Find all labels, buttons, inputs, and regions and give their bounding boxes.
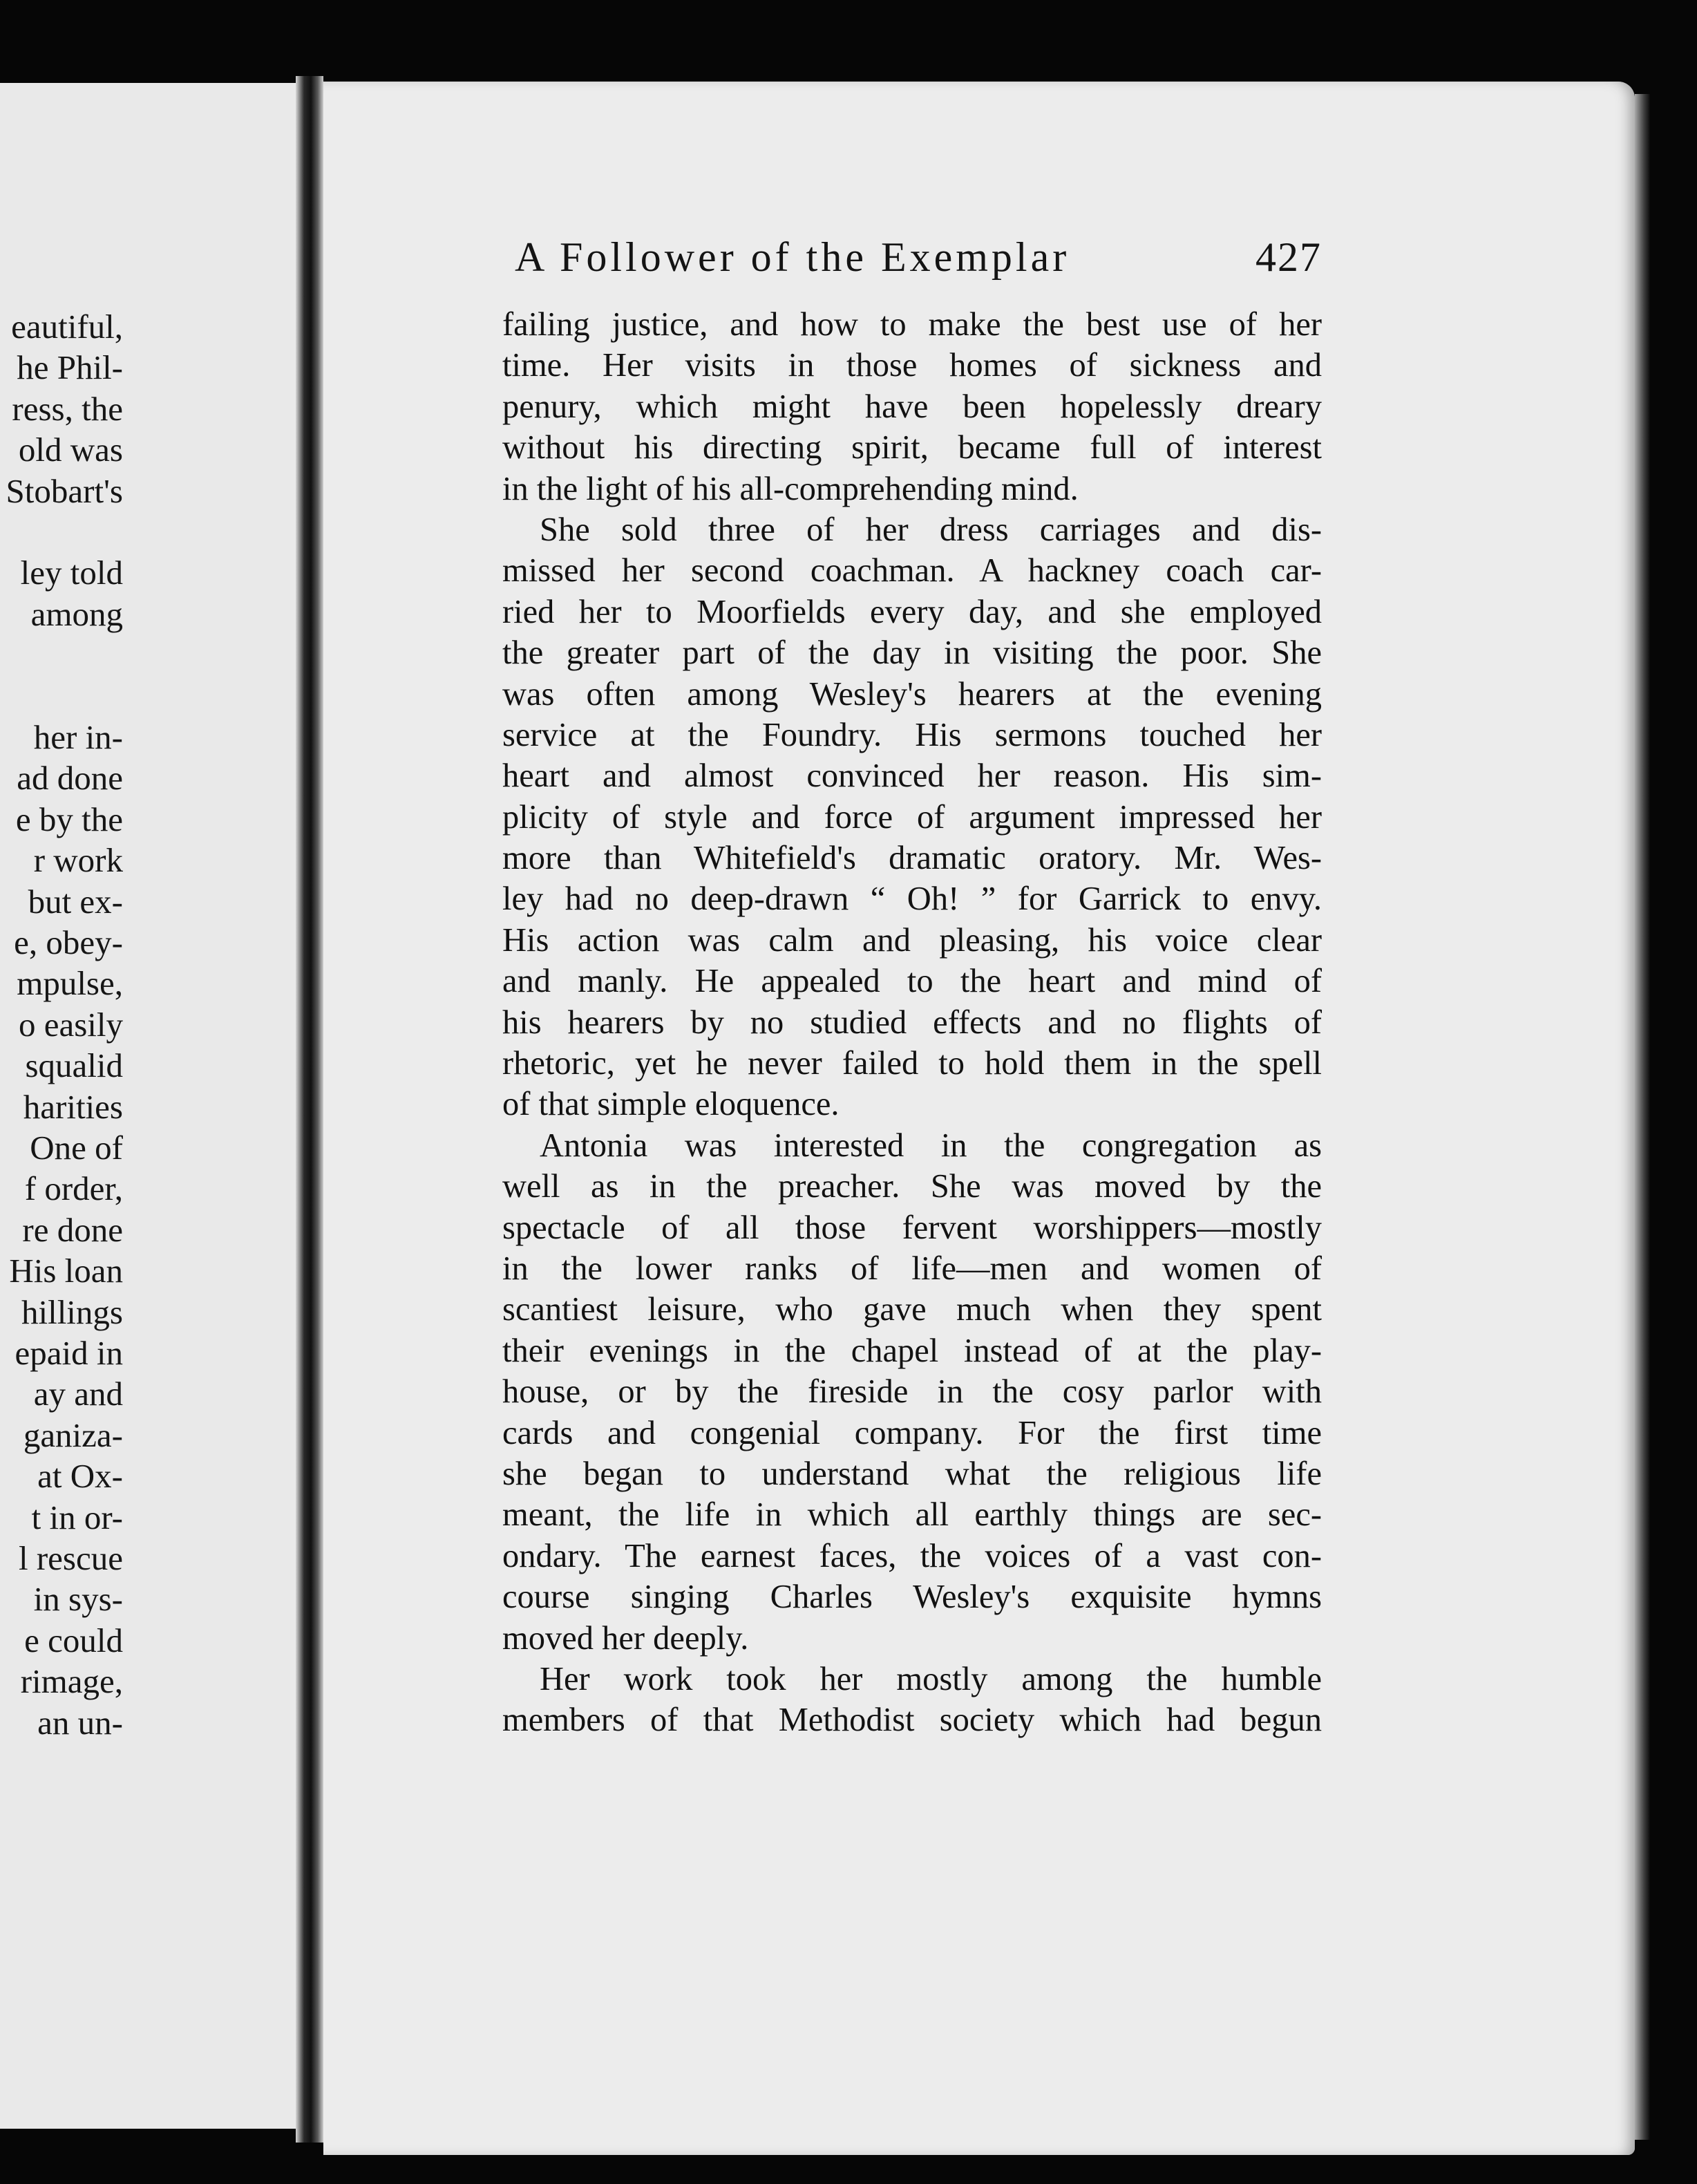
- left-page-line-fragment: epaid in: [15, 1334, 123, 1372]
- left-page-line-fragment: among: [30, 594, 123, 633]
- text-line: in the light of his all-comprehending mind.: [502, 470, 1079, 507]
- text-line: Her work took her mostly among the humble: [540, 1660, 1322, 1697]
- text-line: ried her to Moorfields every day, and she employed: [502, 593, 1322, 630]
- text-line: his hearers by no studied effects and no flights of: [502, 1004, 1322, 1041]
- text-line: She sold three of her dress carriages and dis-: [540, 511, 1322, 548]
- left-page-line-fragment: hillings: [21, 1292, 123, 1331]
- left-page-line-fragment: t in or-: [31, 1498, 123, 1536]
- left-page-line-fragment: her in-: [33, 718, 123, 756]
- text-line: members of that Methodist society which had begun: [502, 1702, 1322, 1739]
- left-page-line-fragment: harities: [23, 1087, 123, 1126]
- text-line: in the lower ranks of life—men and women of: [502, 1250, 1322, 1287]
- text-line: of that simple eloquence.: [502, 1086, 840, 1123]
- left-page-line-fragment: e by the: [15, 800, 123, 838]
- text-line: meant, the life in which all earthly things are sec-: [502, 1496, 1322, 1534]
- page-number: 427: [1255, 234, 1322, 280]
- text-line: missed her second coachman. A hackney coach car-: [502, 552, 1322, 590]
- running-head: [515, 234, 1322, 281]
- text-line: their evenings in the chapel instead of at the play-: [502, 1332, 1322, 1369]
- text-line: ondary. The earnest faces, the voices of a vast con-: [502, 1537, 1322, 1574]
- book-gutter: [296, 76, 323, 2143]
- text-line: well as in the preacher. She was moved by the: [502, 1168, 1322, 1205]
- text-line: cards and congenial company. For the first time: [502, 1414, 1322, 1451]
- text-line: plicity of style and force of argument impressed her: [502, 798, 1322, 836]
- text-line: house, or by the fireside in the cosy parlor with: [502, 1373, 1322, 1411]
- text-line: was often among Wesley's hearers at the evening: [502, 675, 1322, 713]
- text-line: and manly. He appealed to the heart and mind of: [502, 963, 1322, 1000]
- text-line: more than Whitefield's dramatic oratory. Mr. Wes-: [502, 840, 1322, 877]
- left-page-line-fragment: he Phil-: [17, 348, 123, 387]
- left-page-line-fragment: ley told: [20, 554, 123, 592]
- text-line: the greater part of the day in visiting the poor. She: [502, 634, 1322, 672]
- text-line: failing justice, and how to make the best use of her: [502, 306, 1322, 343]
- text-line: time. Her visits in those homes of sickness and: [502, 347, 1322, 384]
- left-page-line-fragment: l rescue: [19, 1539, 123, 1577]
- text-line: she began to understand what the religious life: [502, 1455, 1322, 1492]
- left-page-line-fragment: ganiza-: [23, 1415, 123, 1454]
- left-page-line-fragment: an un-: [37, 1703, 123, 1742]
- running-head-title: A Follower of the Exemplar: [515, 234, 1070, 280]
- left-page-line-fragment: eautiful,: [11, 308, 123, 346]
- left-page-line-fragment: mpulse,: [17, 964, 123, 1003]
- left-page-line-fragment: r work: [33, 841, 123, 880]
- left-page-line-fragment: Stobart's: [6, 471, 123, 510]
- text-line: service at the Foundry. His sermons touched her: [502, 716, 1322, 753]
- left-page-line-fragment: f order,: [24, 1169, 123, 1208]
- left-page-line-fragment: at Ox-: [37, 1457, 123, 1496]
- text-line: without his directing spirit, became full of interest: [502, 429, 1322, 467]
- page-edge: [1635, 94, 1650, 2140]
- left-page-line-fragment: His loan: [9, 1252, 123, 1290]
- text-line: heart and almost convinced her reason. His sim-: [502, 757, 1322, 795]
- left-page-line-fragment: old was: [18, 431, 123, 469]
- text-line: Antonia was interested in the congregation as: [540, 1127, 1322, 1164]
- left-page-line-fragment: One of: [30, 1129, 123, 1167]
- left-page-line-fragment: e, obey-: [14, 923, 123, 961]
- left-page-line-fragment: in sys-: [33, 1580, 123, 1619]
- left-page-line-fragment: o easily: [18, 1005, 123, 1044]
- text-line: spectacle of all those fervent worshippers—mostly: [502, 1209, 1322, 1246]
- left-page-line-fragment: e could: [24, 1621, 123, 1659]
- text-line: His action was calm and pleasing, his voice clear: [502, 921, 1322, 959]
- text-line: course singing Charles Wesley's exquisite hymns: [502, 1579, 1322, 1616]
- left-page-line-fragment: ress, the: [12, 389, 123, 428]
- text-line: rhetoric, yet he never failed to hold them in the spell: [502, 1045, 1322, 1082]
- left-page-line-fragment: rimage,: [20, 1662, 123, 1701]
- body-text: [502, 304, 1322, 1741]
- text-line: penury, which might have been hopelessly dreary: [502, 388, 1322, 425]
- left-page-line-fragment: but ex-: [28, 882, 123, 921]
- left-page-line-fragment: ad done: [17, 759, 123, 798]
- left-page: [0, 83, 297, 2129]
- left-page-line-fragment: re done: [22, 1210, 123, 1249]
- left-page-line-fragment: squalid: [25, 1046, 123, 1085]
- text-line: scantiest leisure, who gave much when they spent: [502, 1291, 1322, 1328]
- text-line: moved her deeply.: [502, 1619, 749, 1657]
- left-page-line-fragment: ay and: [33, 1375, 123, 1413]
- text-line: ley had no deep-drawn “ Oh! ” for Garrick to envy.: [502, 881, 1322, 918]
